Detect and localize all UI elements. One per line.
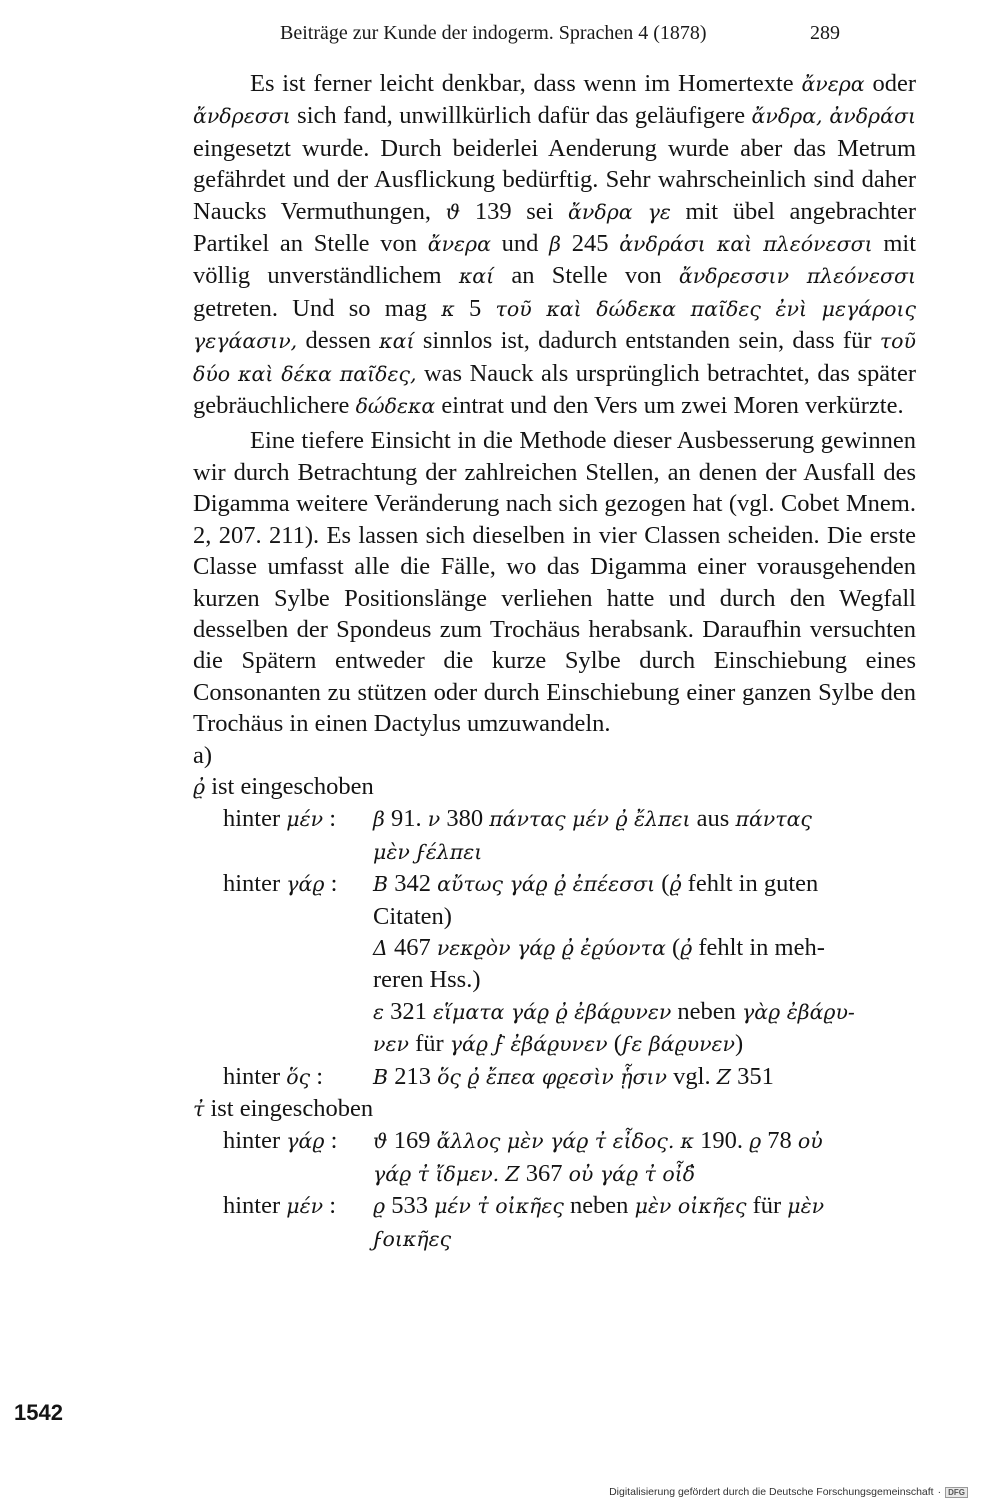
greek-text: ϱ̓ [669, 872, 682, 897]
greek-text: μέν [286, 1194, 324, 1219]
greek-text: Δ [373, 935, 388, 960]
greek-text: Ζ [716, 1064, 731, 1089]
greek-text: γάϱ τ̓ ἴδμεν. [373, 1161, 500, 1186]
entry-line [373, 932, 916, 964]
greek-text: μὲν οἰκῆες [634, 1194, 747, 1219]
greek-text: ϱ̓ [680, 935, 693, 960]
greek-text: μὲν [787, 1194, 825, 1219]
text-segment: 533 [385, 1192, 435, 1220]
paragraph [193, 425, 916, 739]
text-segment: an Stelle von [494, 262, 679, 290]
text-segment: sich fand, unwillkürlich dafür das geläufigere [290, 102, 752, 130]
greek-text: ϝε βάϱυνεν [621, 1032, 736, 1057]
greek-text: ἄλλος μὲν γάϱ τ̓ εἶδος. [436, 1129, 675, 1154]
greek-text: Β [373, 872, 389, 897]
greek-text: γάϱ ϝ̓ ἐβάϱυνεν [449, 1032, 608, 1057]
entry-head [223, 1125, 337, 1157]
citation-entry [193, 932, 916, 996]
text-segment: 380 [440, 805, 490, 833]
text-segment: für [746, 1192, 788, 1220]
greek-text: β [549, 232, 561, 257]
text-segment: hinter [223, 805, 287, 833]
text-segment: aus [690, 805, 736, 833]
text-segment: dessen [297, 327, 380, 355]
greek-text: μὲν ϝέλπει [373, 839, 483, 864]
text-segment: ) [735, 1030, 744, 1058]
greek-text: ϱ [373, 1194, 386, 1219]
text-segment: mit völlig unverständlichem [193, 230, 916, 290]
entry-line [373, 1223, 916, 1255]
text-segment: was Nauck als ursprünglich betrachtet, das später gebräuchlichere [193, 359, 916, 420]
text-segment: oder [864, 70, 916, 97]
text-segment: hinter [223, 1127, 287, 1155]
text-segment: 139 sei [460, 197, 569, 225]
citation-entry [193, 1125, 916, 1190]
text-segment: fehlt in guten [681, 870, 819, 898]
greek-text: τ̓ [193, 1097, 205, 1121]
page-number: 289 [810, 22, 840, 44]
text-segment: : [323, 1192, 337, 1220]
entry-line [373, 1125, 916, 1157]
greek-text: ἄνδρεσσιν πλεόνεσσι [678, 264, 916, 289]
text-segment: reren Hss.) [373, 966, 481, 994]
entry-line [373, 836, 916, 868]
greek-text: νεκϱὸν γάϱ ϱ̓ ἐϱύοντα [436, 935, 666, 960]
insertion-groups [193, 771, 916, 1255]
text-segment: : [324, 870, 338, 898]
entry-head [223, 803, 336, 835]
entry-line [373, 1190, 916, 1222]
greek-text: ϝοικῆες [373, 1226, 452, 1251]
entry-line [373, 1158, 916, 1190]
entry-head [223, 1190, 336, 1222]
greek-text: κ [680, 1129, 694, 1154]
text-segment: ( [655, 870, 670, 898]
greek-text: μέν [286, 807, 324, 832]
greek-text: β [373, 807, 385, 832]
entry-line [373, 803, 916, 835]
text-segment: neben [671, 997, 743, 1025]
text-segment: ( [607, 1030, 622, 1058]
paragraph [193, 68, 916, 422]
greek-text: ἄνδρα γε [568, 199, 671, 224]
greek-text: καί [379, 329, 415, 354]
text-segment: fehlt in meh- [692, 933, 825, 961]
greek-text: ϱ [749, 1129, 762, 1154]
entry-line [373, 1061, 916, 1093]
text-segment: getreten. Und so mag [193, 294, 442, 322]
footer-text: Digitalisierung gefördert durch die Deutsche Forschungsgemeinschaft [609, 1486, 934, 1498]
greek-text: ϑ [445, 199, 461, 224]
greek-text: καί [458, 264, 495, 289]
entry-head [223, 868, 337, 900]
greek-text: εἵματα γάϱ ϱ̓ ἐβάϱυνεν [433, 999, 672, 1024]
text-segment: 169 [387, 1127, 437, 1155]
entry-line [373, 901, 916, 932]
text-segment: 91. [384, 805, 428, 833]
text-segment: neben [563, 1192, 635, 1220]
greek-text: αὔτως γάϱ ϱ̓ ἐπέεσσι [437, 872, 656, 897]
running-header [280, 22, 840, 45]
greek-text: δώδεκα [355, 394, 436, 419]
greek-text: ϱ̓ [193, 774, 206, 799]
page-body [193, 68, 916, 1255]
text-segment: ist eingeschoben [205, 772, 374, 800]
greek-text: γὰϱ ἐβάϱυ- [742, 999, 855, 1024]
text-segment: vgl. [667, 1062, 717, 1090]
greek-text: ἄνδρα, ἀνδράσι [751, 104, 916, 129]
text-segment: Es ist ferner leicht denkbar, dass wenn im Homertexte [250, 70, 802, 97]
paragraphs [193, 68, 916, 740]
text-segment: Eine tiefere Einsicht in die Methode dieser Ausbesserung gewinnen wir durch Betrachtung der zahlreichen Stellen, an denen der Ausfall des Digamma weitere Veränderung nach sich gezogen hat (vgl. Cobet Mnem. 2, 207. 211). Es lassen sich dieselben in vier Classen scheiden. Die erste Classe umfasst alle die Fälle, wo das Digamma einer vorausgehenden kurzen Sylbe Positionslänge verliehen hatte und durch den Wegfall desselben der Spondeus zum Trochäus herabsank. Daraufhin versuchten die Spätern entweder die kurze Sylbe durch Einschiebung eines Consonanten zu stützen oder durch Einschiebung einer ganzen Sylbe den Trochäus in einen Dactylus umzuwandeln. [193, 427, 916, 738]
text-segment: sinnlos ist, dadurch entstanden sein, dass für [414, 327, 880, 355]
entry-line [373, 996, 916, 1028]
text-segment: 467 [387, 933, 437, 961]
group-heading [193, 1093, 916, 1125]
greek-text: γάϱ [286, 1129, 325, 1154]
text-segment: hinter [223, 870, 287, 898]
text-segment: 213 [388, 1062, 438, 1090]
greek-text: Β [373, 1064, 389, 1089]
running-title: Beiträge zur Kunde der indogerm. Sprachen 4 (1878) [280, 22, 707, 44]
footer: Digitalisierung gefördert durch die Deutsche Forschungsgemeinschaft · DFG [609, 1486, 968, 1498]
greek-text: οὐ γάϱ τ̓ οἶδ̓ [568, 1161, 696, 1186]
greek-text: γάϱ [286, 872, 325, 897]
greek-text: ὅς ϱ̓ ἔπεα φϱεσὶν ᾗσιν [437, 1064, 668, 1089]
text-segment: 351 [730, 1062, 774, 1090]
citation-entry [193, 803, 916, 868]
text-segment: ist eingeschoben [204, 1095, 374, 1122]
text-segment: für [408, 1030, 450, 1058]
text-segment: : [324, 1127, 338, 1155]
text-segment: : [323, 805, 337, 833]
text-segment: hinter [223, 1192, 287, 1220]
greek-text: ε [373, 999, 385, 1024]
text-segment: 367 [519, 1159, 569, 1187]
text-segment: hinter [223, 1062, 287, 1090]
text-segment: 78 [761, 1127, 798, 1155]
section-label: a) [193, 741, 213, 769]
greek-text: πάντας [735, 807, 812, 832]
greek-text: ἄνδρεσσι [193, 104, 291, 129]
text-segment: 245 [561, 230, 620, 258]
greek-text: νεν [373, 1032, 409, 1057]
greek-text: οὐ [797, 1129, 823, 1154]
greek-text: μέν τ̓ οἰκῆες [434, 1194, 564, 1219]
greek-text: ν [427, 807, 441, 832]
entry-line [373, 964, 916, 995]
text-segment: : [310, 1062, 324, 1090]
group-heading [193, 771, 916, 803]
text-segment: eintrat und den Vers um zwei Moren verkürzte. [435, 392, 904, 420]
greek-text: ϑ [373, 1129, 388, 1154]
text-segment: Citaten) [373, 902, 452, 930]
greek-text: τοῦ δύο καὶ δέκα παῖδες, [193, 329, 916, 386]
citation-entry [193, 996, 916, 1061]
greek-text: Ζ [505, 1161, 520, 1186]
text-segment: eingesetzt wurde. Durch beiderlei Aenderung wurde aber das Metrum gefährdet und der Ausflickung bedürftig. Sehr wahrscheinlich sind daher Naucks Vermuthungen, [193, 134, 916, 225]
text-segment: 190. [693, 1127, 750, 1155]
citation-entry [193, 868, 916, 932]
text-segment: und [490, 230, 550, 258]
greek-text: πάντας μέν ϱ̓ ἔλπει [489, 807, 691, 832]
citation-entry [193, 1190, 916, 1255]
text-segment: 321 [384, 997, 434, 1025]
text-segment: ( [665, 933, 681, 961]
greek-text: τοῦ καὶ δώδεκα παῖδες ἐνὶ μεγάροις γεγάασιν, [193, 296, 916, 354]
entry-line [373, 1028, 916, 1060]
text-segment: mit übel angebrachter Partikel an Stelle von [193, 197, 916, 258]
greek-text: ὅς [286, 1064, 311, 1089]
greek-text: κ [441, 296, 455, 321]
text-segment: 342 [388, 870, 438, 898]
greek-text: ἀνδράσι καὶ πλεόνεσσι [619, 232, 873, 257]
folio-number: 1542 [14, 1400, 63, 1425]
greek-text: ἄνερα [801, 72, 865, 96]
entry-head [223, 1061, 323, 1093]
greek-text: ἄνερα [427, 232, 491, 257]
citation-entry [193, 1061, 916, 1093]
dfg-logo: DFG [945, 1487, 968, 1498]
entry-line [373, 868, 916, 900]
text-segment: 5 [454, 294, 496, 322]
